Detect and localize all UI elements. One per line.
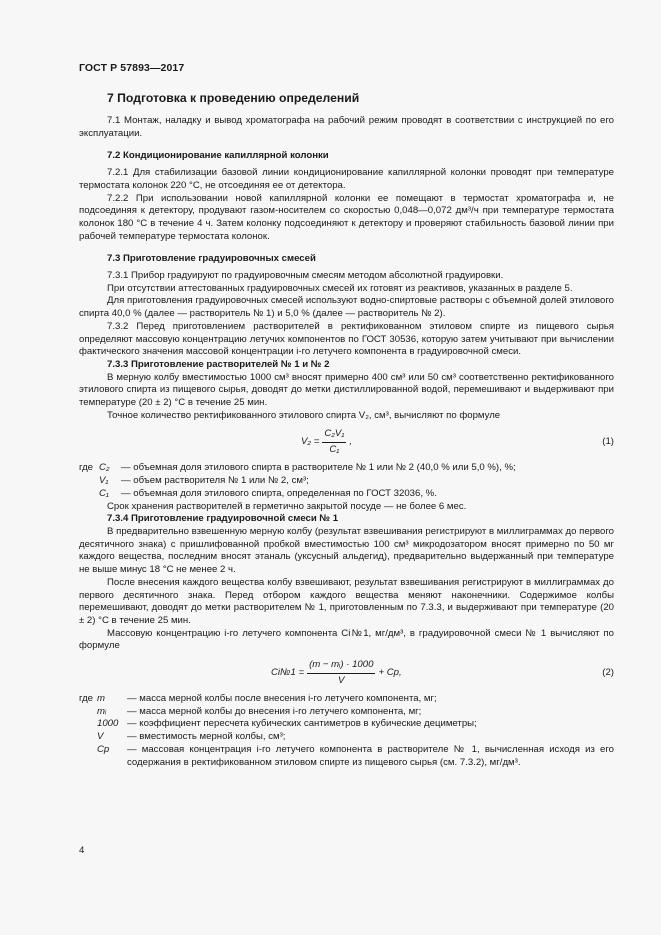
formula-1-denominator: C₁ bbox=[329, 443, 340, 455]
section-7-3-3-title: 7.3.3 Приготовление растворителей № 1 и № 2 bbox=[107, 358, 330, 370]
para-7-3-2: 7.3.2 Перед приготовлением растворителей в ректификованном этиловом спирте из пищевого сырья определяют массовую концентрацию летучих компонентов по ГОСТ 30536, которую затем учитывают при вычислении фактического значения массовой концентрации i-го летучего компонента в градуировочной смеси. bbox=[79, 320, 614, 358]
formula-1-lhs: V₂ = bbox=[301, 436, 320, 448]
para-7-2-2: 7.2.2 При использовании новой капиллярной колонки ее помещают в термостат хроматографа и, не подсоединяя к детектору, продувают газом-носителем со скоростью 0,048—0,072 дм³/ч при температуре термостата колонок 180 °С в течение 4 ч. Затем колонку подсоединяют к детектору и проверяют стабильность базовой линии при рабочей температуре термостата колонок. bbox=[79, 192, 614, 242]
formula-1-tail: , bbox=[349, 436, 353, 448]
para-7-3-4a: В предварительно взвешенную мерную колбу (результат взвешивания регистрируют в миллиграммах до первого десятичного знака) с пришлифованной пробкой вместимостью 100 см³ микродозатором вносят примерно по 50 мг каждого вещества, последним вносят этаналь (уксусный альдегид), предварительно выдержанный при температуре не выше минус 18 °С не менее 2 ч. bbox=[79, 525, 614, 576]
legend-1-where bbox=[79, 475, 99, 488]
legend-2-description: — коэффициент пересчета кубических сантиметров в кубические дециметры; bbox=[127, 718, 477, 730]
legend-2-description: — массовая концентрация i-го летучего компонента в растворителе № 1, вычисленная исходя из его содержания в ректификованном этиловом спирте из пищевого сырья (см. 7.3.2), мг/дм³. bbox=[127, 743, 614, 768]
legend-1-symbol: V₁ bbox=[99, 475, 109, 487]
formula-2 bbox=[79, 654, 614, 692]
formula-2-lhs: Ci№1 = bbox=[271, 666, 305, 678]
legend-2-description: — вместимость мерной колбы, см³; bbox=[127, 731, 286, 743]
formula-2-denominator: V bbox=[338, 674, 345, 686]
formula-1-number: (1) bbox=[602, 436, 614, 448]
legend-2-symbol: mᵢ bbox=[97, 705, 107, 717]
formula-1 bbox=[79, 423, 614, 461]
page-content bbox=[79, 90, 614, 769]
para-7-3-3b: Точное количество ректификованного этилового спирта V₂, см³, вычисляют по формуле bbox=[107, 409, 501, 421]
section-7-3-4-title: 7.3.4 Приготовление градуировочной смеси № 1 bbox=[107, 513, 339, 525]
legend-2-symbol: 1000 bbox=[97, 718, 119, 730]
formula-2-legend bbox=[79, 693, 614, 769]
para-7-2-1: 7.2.1 Для стабилизации базовой линии кондиционирование капиллярной колонки проводят при температуре термостата колонок 220 °С, не отсоединяя ее от детектора. bbox=[79, 167, 614, 191]
section-7-title: 7 Подготовка к проведению определений bbox=[107, 91, 360, 105]
legend-2-description: — масса мерной колбы до внесения i-го летучего компонента, мг; bbox=[127, 705, 422, 717]
formula-2-tail: + Cр, bbox=[378, 666, 402, 678]
legend-1-where bbox=[79, 488, 99, 501]
section-7-3-title: 7.3 Приготовление градуировочных смесей bbox=[107, 253, 316, 265]
page-header: ГОСТ Р 57893—2017 bbox=[79, 62, 185, 74]
legend-2-where bbox=[79, 744, 97, 769]
para-7-3-3a: В мерную колбу вместимостью 1000 см³ вносят примерно 400 см³ или 50 см³ соответственно ректификованного этилового спирта из пищевого сырья, доводят до метки дистиллированной водой, перемешивают и выдерживают при температуре (20 ± 2) °С в течение 25 мин. bbox=[79, 371, 614, 409]
formula-1-fraction bbox=[322, 428, 346, 456]
para-7-3-4c: Массовую концентрацию i-го летучего компонента Ci№1, мг/дм³, в градуировочной смеси № 1 вычисляют по формуле bbox=[79, 627, 614, 652]
legend-2-where bbox=[79, 731, 97, 744]
legend-1-where: где bbox=[79, 462, 94, 474]
para-7-3-4b: После внесения каждого вещества колбу взвешивают, результат взвешивания регистрируют в миллиграммах до первого десятичного знака. Перед отбором каждого вещества меняют наконечники. Содержимое колбы перемешивают, доводят до метки растворителем № 1, приготовленным по 7.3.3, и выдерживают при температуре (20 ± 2) °С в течение 25 мин. bbox=[79, 576, 614, 626]
legend-2-symbol: V bbox=[97, 731, 104, 743]
legend-1-symbol: C₂ bbox=[99, 462, 110, 474]
page-number: 4 bbox=[79, 845, 85, 856]
formula-2-numerator: (m − mᵢ) · 1000 bbox=[307, 659, 375, 674]
para-7-3-1c: Для приготовления градуировочных смесей используют водно-спиртовые растворы с объемной долей этилового спирта 40,0 % (далее — растворитель № 1) и 5,0 % (далее — растворитель № 2). bbox=[79, 295, 614, 320]
legend-1-description: — объем растворителя № 1 или № 2, см³; bbox=[121, 475, 309, 487]
para-7-3-1b: При отсутствии аттестованных градуировочных смесей их готовят из реактивов, указанных в разделе 5. bbox=[107, 282, 573, 294]
legend-2-where bbox=[79, 718, 97, 731]
legend-2-where: где bbox=[79, 693, 94, 705]
para-7-3-3c: Срок хранения растворителей в герметично закрытой посуде — не более 6 мес. bbox=[107, 500, 467, 512]
formula-2-number: (2) bbox=[602, 666, 614, 678]
legend-1-symbol: C₁ bbox=[99, 487, 109, 499]
legend-2-symbol: Cр bbox=[97, 743, 110, 755]
para-7-3-1a: 7.3.1 Прибор градуируют по градуировочным смесям методом абсолютной градуировки. bbox=[107, 270, 504, 282]
section-7-2-title: 7.2 Кондиционирование капиллярной колонки bbox=[107, 150, 329, 162]
legend-1-description: — объемная доля этилового спирта в растворителе № 1 или № 2 (40,0 % или 5,0 %), %; bbox=[121, 462, 516, 474]
legend-2-symbol: m bbox=[97, 693, 105, 705]
legend-1-description: — объемная доля этилового спирта, определенная по ГОСТ 32036, %. bbox=[121, 487, 437, 499]
legend-2-where bbox=[79, 706, 97, 719]
legend-2-description: — масса мерной колбы после внесения i-го летучего компонента, мг; bbox=[127, 693, 437, 705]
formula-1-numerator: C₂V₁ bbox=[322, 428, 346, 443]
para-7-1: 7.1 Монтаж, наладку и вывод хроматографа на рабочий режим проводят в соответствии с инструкцией по его эксплуатации. bbox=[79, 115, 614, 139]
formula-2-fraction bbox=[307, 659, 375, 687]
formula-1-legend bbox=[79, 462, 614, 500]
